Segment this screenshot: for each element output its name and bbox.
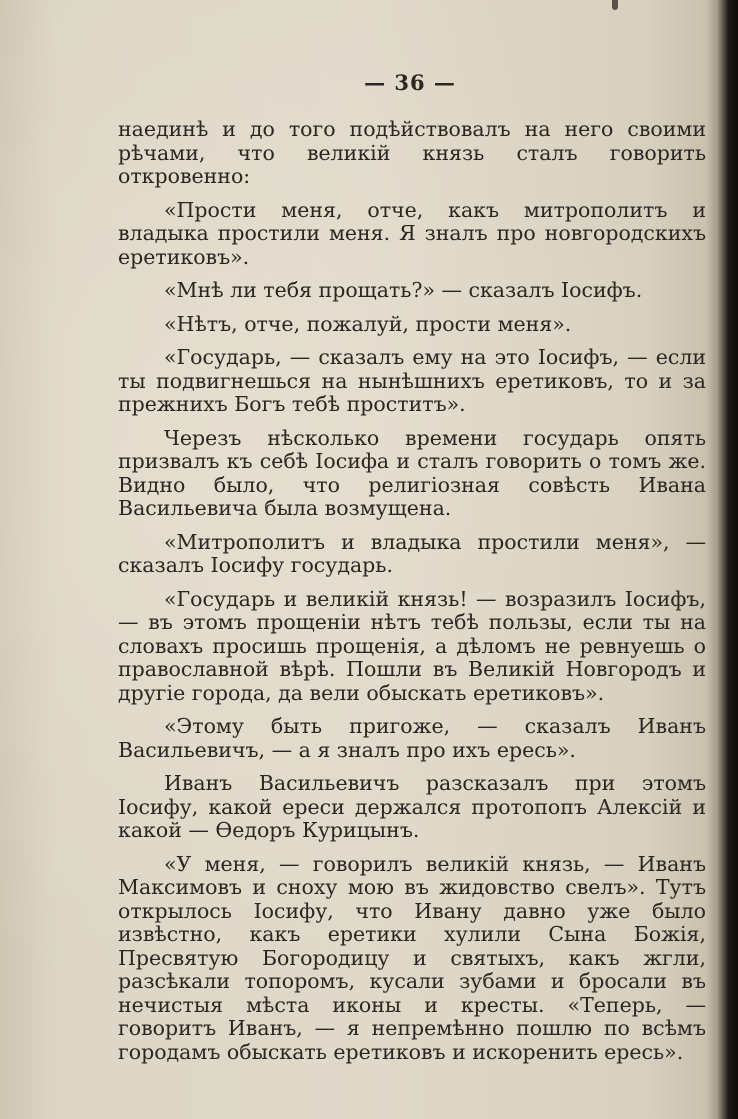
paragraph: «Мнѣ ли тебя прощать?» — сказалъ Іосифъ. bbox=[164, 278, 643, 302]
page-number: — 36 — bbox=[364, 70, 456, 95]
ink-mark bbox=[612, 0, 618, 10]
paragraph: Иванъ Васильевичъ разсказалъ при этомъ Іосифу, какой ереси держался протопопъ Алексій и какой — Ѳедоръ Курицынъ. bbox=[118, 771, 706, 842]
paragraph: «Прости меня, отче, какъ митрополитъ и владыка простили меня. Я зналъ про новгородскихъ еретиковъ». bbox=[118, 197, 706, 269]
book-spine-shadow bbox=[706, 0, 738, 1119]
paragraph: Черезъ нѣсколько времени государь опять призвалъ къ себѣ Іосифа и сталъ говорить о томъ же. Видно было, что религіозная совѣсть Ивана Васильевича была возмущена. bbox=[118, 425, 706, 520]
paragraph: «Государь, — сказалъ ему на это Іосифъ, — если ты подвигнешься на нынѣшнихъ еретиковъ, то и за прежнихъ Богъ тебѣ проститъ». bbox=[118, 345, 706, 416]
paragraph: «Этому быть пригоже, — сказалъ Иванъ Васильевичъ, — а я зналъ про ихъ ересь». bbox=[118, 714, 706, 762]
paragraph: «Митрополитъ и владыка простили меня», — сказалъ Іосифу государь. bbox=[118, 529, 706, 577]
paragraph: «У меня, — говорилъ великій князь, — Иванъ Максимовъ и сноху мою въ жидовство свелъ». Тутъ открылось Іосифу, что Ивану давно уже было извѣстно, какъ еретики хулили Сына Божія, Пресвятую Богородицу и святыхъ, какъ жгли, разсѣкали топоромъ, кусали зубами и бросали въ нечистыя мѣста иконы и кресты. «Теперь, — говоритъ Иванъ, — я непремѣнно пошлю по всѣмъ городамъ обыскать еретиковъ и искоренить ересь». bbox=[118, 851, 706, 1064]
paragraph: «Нѣтъ, отче, пожалуй, прости меня». bbox=[164, 311, 572, 336]
page-text bbox=[118, 118, 706, 1074]
paragraph: наединѣ и до того подѣйствовалъ на него своими рѣчами, что великій князь сталъ говорить откровенно: bbox=[118, 117, 706, 188]
paragraph: «Государь и великій князь! — возразилъ Іосифъ, — въ этомъ прощеніи нѣтъ тебѣ пользы, если ты на словахъ просишь прощенія, а дѣломъ не ревнуешь о православной вѣрѣ. Пошли въ Великій Новгородъ и другіе города, да вели обыскать еретиковъ». bbox=[118, 586, 706, 705]
